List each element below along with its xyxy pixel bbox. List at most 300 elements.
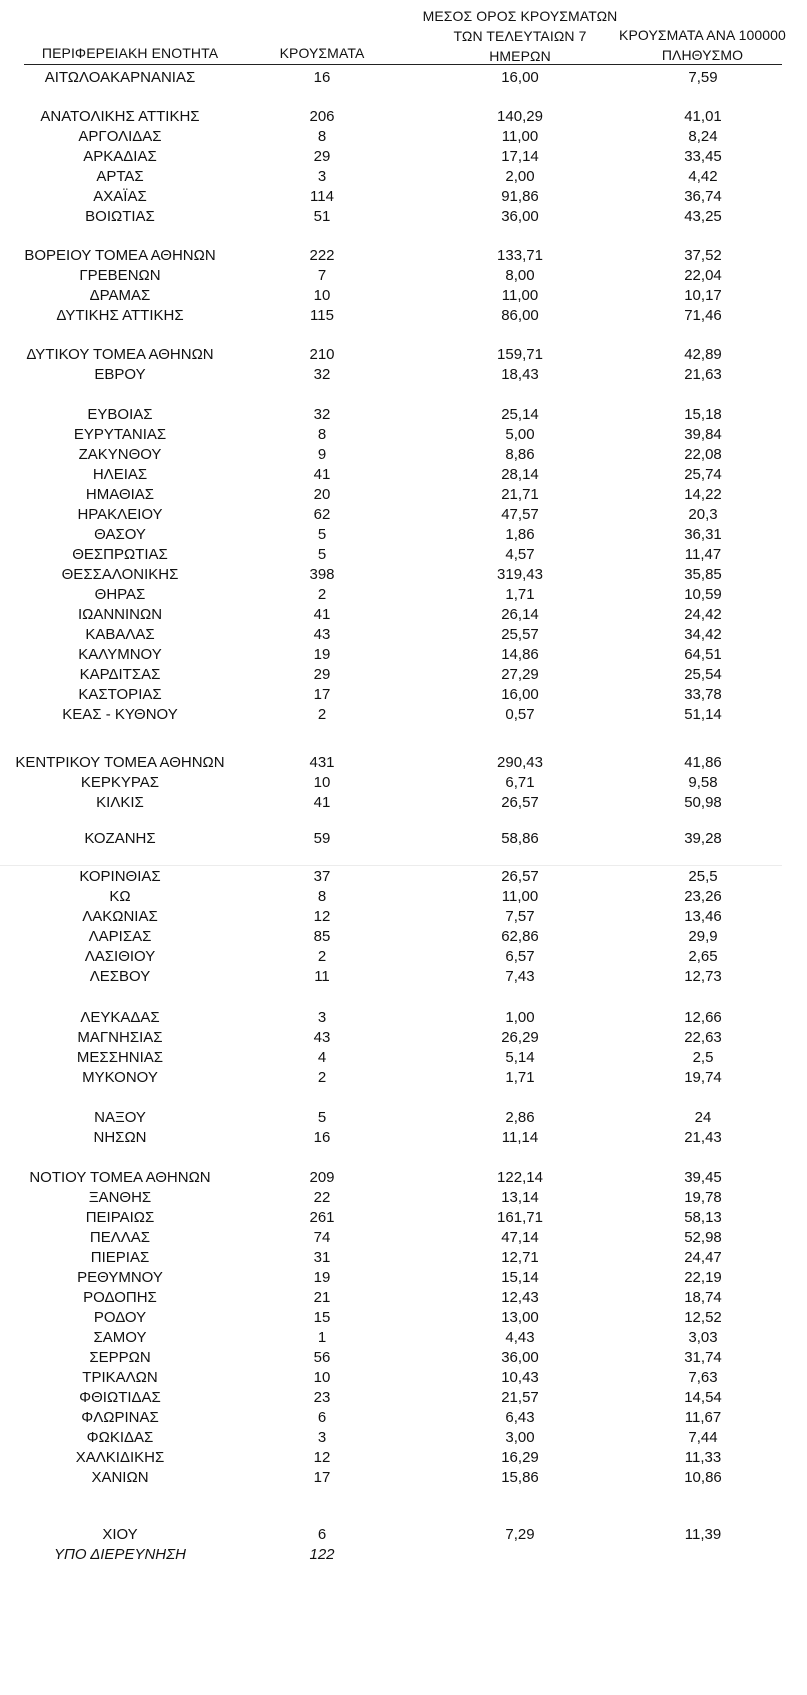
per100k-cell: 12,73: [684, 968, 722, 985]
region-cell: ΚΑΡΔΙΤΣΑΣ: [79, 666, 161, 683]
table-row: [0, 773, 807, 793]
cases-cell: 431: [309, 754, 335, 771]
cases-cell: 20: [313, 486, 331, 503]
per100k-cell: 20,3: [688, 506, 718, 523]
table-row: [0, 753, 807, 773]
avg7-cell: 6,57: [505, 948, 535, 965]
cases-cell: 222: [309, 247, 335, 264]
cases-cell: 17: [313, 686, 331, 703]
avg7-cell: 14,86: [501, 646, 539, 663]
per100k-cell: 12,52: [684, 1309, 722, 1326]
table-row: [0, 365, 807, 385]
per100k-cell: 2,5: [692, 1049, 714, 1066]
region-cell: ΝΗΣΩΝ: [93, 1129, 147, 1146]
cases-cell: 21: [313, 1289, 331, 1306]
table-row: [0, 705, 807, 725]
region-cell: ΓΡΕΒΕΝΩΝ: [79, 267, 161, 284]
per100k-cell: 29,9: [688, 928, 718, 945]
cases-cell: 2: [317, 1069, 327, 1086]
avg7-cell: 25,14: [501, 406, 539, 423]
avg7-cell: 161,71: [497, 1209, 543, 1226]
region-cell: ΣΑΜΟΥ: [93, 1329, 147, 1346]
header-cases: [262, 43, 382, 63]
per100k-cell: 50,98: [684, 794, 722, 811]
table-row: [0, 68, 807, 88]
region-cell: ΠΙΕΡΙΑΣ: [90, 1249, 150, 1266]
table-row: [0, 1008, 807, 1028]
cases-cell: 114: [310, 188, 334, 205]
table-row: [0, 1108, 807, 1128]
region-cell: ΝΑΞΟΥ: [94, 1109, 146, 1126]
avg7-cell: 36,00: [501, 1349, 539, 1366]
cases-cell: 8: [317, 426, 327, 443]
region-cell: ΤΡΙΚΑΛΩΝ: [82, 1369, 158, 1386]
region-cell: ΝΟΤΙΟΥ ΤΟΜΕΑ ΑΘΗΝΩΝ: [29, 1169, 211, 1186]
table-row: [0, 1388, 807, 1408]
avg7-cell: 26,57: [501, 794, 539, 811]
avg7-cell: 58,86: [501, 830, 539, 847]
avg7-cell: 15,14: [501, 1269, 539, 1286]
avg7-cell: 0,57: [505, 706, 535, 723]
per100k-cell: 52,98: [684, 1229, 722, 1246]
region-cell: ΣΕΡΡΩΝ: [89, 1349, 151, 1366]
table-row: [0, 565, 807, 585]
per100k-cell: 21,43: [684, 1129, 722, 1146]
cases-cell: 10: [313, 287, 331, 304]
avg7-cell: 4,57: [505, 546, 535, 563]
region-cell: ΑΡΤΑΣ: [96, 168, 144, 185]
avg7-cell: 27,29: [501, 666, 539, 683]
cases-cell: 56: [313, 1349, 331, 1366]
cases-cell: 2: [317, 706, 327, 723]
avg7-cell: 11,14: [501, 1129, 539, 1146]
table-row: [0, 1448, 807, 1468]
region-cell: ΑΝΑΤΟΛΙΚΗΣ ΑΤΤΙΚΗΣ: [40, 108, 200, 125]
per100k-cell: 11,33: [684, 1449, 722, 1466]
avg7-cell: 133,71: [497, 247, 543, 264]
per100k-cell: 11,67: [684, 1409, 722, 1426]
per100k-cell: 25,5: [688, 868, 718, 885]
cases-cell: 8: [317, 128, 327, 145]
cases-cell: 43: [313, 1029, 331, 1046]
header-region: [10, 43, 250, 63]
region-cell: ΚΩ: [109, 888, 131, 905]
cases-cell: 8: [317, 888, 327, 905]
table-row: [0, 1525, 807, 1545]
cases-cell: 210: [309, 346, 335, 363]
region-cell: ΕΥΒΟΙΑΣ: [87, 406, 153, 423]
per100k-cell: 10,86: [684, 1469, 722, 1486]
region-cell: ΡΟΔΟΠΗΣ: [83, 1289, 157, 1306]
table-row: [0, 545, 807, 565]
region-cell: ΛΑΣΙΘΙΟΥ: [84, 948, 156, 965]
avg7-cell: 21,57: [501, 1389, 539, 1406]
table-row: [0, 685, 807, 705]
table-row: [0, 927, 807, 947]
table-row: [0, 1208, 807, 1228]
cases-cell: 11: [314, 968, 330, 985]
per100k-cell: 14,22: [684, 486, 722, 503]
cases-cell: 9: [317, 446, 327, 463]
avg7-cell: 17,14: [501, 148, 539, 165]
per100k-cell: 22,63: [684, 1029, 722, 1046]
avg7-cell: 7,43: [505, 968, 535, 985]
cases-cell: 16: [313, 1129, 331, 1146]
region-cell: ΔΡΑΜΑΣ: [89, 287, 151, 304]
avg7-cell: 5,14: [505, 1049, 535, 1066]
cases-cell: 15: [313, 1309, 331, 1326]
per100k-cell: 39,84: [684, 426, 722, 443]
cases-cell: 3: [317, 1009, 327, 1026]
table-row: [0, 829, 807, 849]
table-row: [0, 665, 807, 685]
table-row: [0, 1328, 807, 1348]
cases-cell: 10: [313, 1369, 331, 1386]
table-row: [0, 345, 807, 365]
region-cell: ΚΟΖΑΝΗΣ: [84, 830, 156, 847]
region-cell: ΚΕΡΚΥΡΑΣ: [80, 774, 160, 791]
region-cell: ΡΟΔΟΥ: [93, 1309, 147, 1326]
table-row: [0, 405, 807, 425]
header-per100k: [600, 25, 805, 65]
per100k-cell: 10,17: [684, 287, 722, 304]
avg7-cell: 16,29: [501, 1449, 539, 1466]
per100k-cell: 14,54: [684, 1389, 722, 1406]
cases-cell: 2: [317, 948, 327, 965]
region-cell: ΞΑΝΘΗΣ: [88, 1189, 152, 1206]
cases-cell: 209: [309, 1169, 335, 1186]
avg7-cell: 2,86: [505, 1109, 535, 1126]
per100k-cell: 22,08: [684, 446, 722, 463]
region-cell: ΕΥΡΥΤΑΝΙΑΣ: [73, 426, 167, 443]
region-cell: ΚΕΑΣ - ΚΥΘΝΟΥ: [62, 706, 178, 723]
avg7-cell: 1,71: [505, 1069, 535, 1086]
table-row: [0, 127, 807, 147]
per100k-cell: 8,24: [688, 128, 718, 145]
avg7-cell: 26,57: [501, 868, 539, 885]
avg7-cell: 5,00: [505, 426, 535, 443]
cases-cell: 4: [317, 1049, 327, 1066]
avg7-cell: 28,14: [501, 466, 539, 483]
per100k-cell: 19,78: [684, 1189, 722, 1206]
table-row: [0, 286, 807, 306]
avg7-cell: 319,43: [497, 566, 543, 583]
per100k-cell: 15,18: [684, 406, 722, 423]
table-row: [0, 585, 807, 605]
avg7-cell: 12,43: [501, 1289, 539, 1306]
table-row: [0, 246, 807, 266]
table-row: [0, 1348, 807, 1368]
per100k-cell: 23,26: [684, 888, 722, 905]
table-row: [0, 625, 807, 645]
region-cell: ΙΩΑΝΝΙΝΩΝ: [77, 606, 163, 623]
per100k-cell: 41,01: [684, 108, 722, 125]
per100k-cell: 13,46: [684, 908, 722, 925]
per100k-cell: 31,74: [684, 1349, 722, 1366]
region-cell: ΛΑΚΩΝΙΑΣ: [82, 908, 158, 925]
cases-cell: 1: [317, 1329, 327, 1346]
cases-cell: 398: [309, 566, 335, 583]
per100k-cell: 11,39: [684, 1526, 722, 1543]
avg7-cell: 7,57: [505, 908, 535, 925]
table-row: [0, 1128, 807, 1148]
cases-cell: 261: [309, 1209, 335, 1226]
region-cell: ΜΥΚΟΝΟΥ: [82, 1069, 158, 1086]
header-avg7-line3: ΗΜΕΡΩΝ: [489, 48, 551, 64]
region-cell: ΧΑΛΚΙΔΙΚΗΣ: [75, 1449, 165, 1466]
table-row: [0, 266, 807, 286]
region-cell: ΗΡΑΚΛΕΙΟΥ: [77, 506, 163, 523]
region-cell: ΜΕΣΣΗΝΙΑΣ: [76, 1049, 164, 1066]
region-cell: ΗΛΕΙΑΣ: [92, 466, 148, 483]
cases-cell: 19: [313, 1269, 331, 1286]
per100k-cell: 34,42: [684, 626, 722, 643]
region-cell: ΦΛΩΡΙΝΑΣ: [81, 1409, 159, 1426]
region-cell: ΚΟΡΙΝΘΙΑΣ: [79, 868, 161, 885]
cases-cell: 2: [317, 586, 327, 603]
table-row: [0, 425, 807, 445]
cases-cell: 51: [313, 208, 331, 225]
table-row: [0, 1545, 807, 1565]
cases-cell: 62: [313, 506, 331, 523]
avg7-cell: 13,14: [501, 1189, 539, 1206]
cases-cell: 206: [309, 108, 335, 125]
faint-divider: [0, 865, 782, 866]
header-avg7-line2: ΤΩΝ ΤΕΛΕΥΤΑΙΩΝ 7: [453, 28, 587, 44]
cases-cell: 37: [313, 868, 331, 885]
per100k-cell: 35,85: [684, 566, 722, 583]
cases-cell: 32: [313, 406, 331, 423]
region-cell: ΚΑΣΤΟΡΙΑΣ: [78, 686, 162, 703]
per100k-cell: 33,45: [684, 148, 722, 165]
table-row: [0, 1368, 807, 1388]
table-row: [0, 1308, 807, 1328]
per100k-cell: 7,59: [688, 69, 718, 86]
cases-cell: 29: [313, 148, 331, 165]
table-row: [0, 947, 807, 967]
per100k-cell: 24,47: [684, 1249, 722, 1266]
table-row: [0, 525, 807, 545]
header-region-label: ΠΕΡΙΦΕΡΕΙΑΚΗ ΕΝΟΤΗΤΑ: [41, 45, 219, 61]
region-cell: ΦΘΙΩΤΙΔΑΣ: [79, 1389, 161, 1406]
avg7-cell: 11,00: [501, 128, 539, 145]
avg7-cell: 47,14: [501, 1229, 539, 1246]
table-row: [0, 1268, 807, 1288]
table-row: [0, 187, 807, 207]
region-cell: ΘΗΡΑΣ: [94, 586, 146, 603]
per100k-cell: 39,28: [684, 830, 722, 847]
cases-cell: 32: [313, 366, 331, 383]
table-row: [0, 107, 807, 127]
avg7-cell: 11,00: [501, 287, 539, 304]
cases-cell: 19: [313, 646, 331, 663]
region-cell: ΧΑΝΙΩΝ: [91, 1469, 149, 1486]
region-cell: ΘΕΣΣΑΛΟΝΙΚΗΣ: [61, 566, 179, 583]
avg7-cell: 15,86: [501, 1469, 539, 1486]
table-row: [0, 1028, 807, 1048]
per100k-cell: 2,65: [688, 948, 718, 965]
cases-cell: 41: [313, 466, 331, 483]
avg7-cell: 36,00: [501, 208, 539, 225]
avg7-cell: 159,71: [497, 346, 543, 363]
avg7-cell: 26,29: [501, 1029, 539, 1046]
table-row: [0, 1468, 807, 1488]
table-row: [0, 1408, 807, 1428]
region-cell: ΠΕΙΡΑΙΩΣ: [85, 1209, 155, 1226]
avg7-cell: 4,43: [505, 1329, 535, 1346]
region-cell: ΑΙΤΩΛΟΑΚΑΡΝΑΝΙΑΣ: [44, 69, 196, 86]
header-per100k-line2: ΠΛΗΘΥΣΜΟ: [661, 47, 744, 63]
avg7-cell: 25,57: [501, 626, 539, 643]
cases-cell: 43: [313, 626, 331, 643]
header-per100k-line1: ΚΡΟΥΣΜΑΤΑ ΑΝΑ 100000: [619, 27, 786, 43]
region-cell: ΕΒΡΟΥ: [94, 366, 146, 383]
avg7-cell: 8,00: [505, 267, 535, 284]
cases-cell: 122: [309, 1546, 335, 1563]
cases-cell: 85: [313, 928, 331, 945]
avg7-cell: 12,71: [501, 1249, 539, 1266]
avg7-cell: 16,00: [501, 686, 539, 703]
cases-cell: 115: [310, 307, 334, 324]
avg7-cell: 7,29: [505, 1526, 535, 1543]
region-cell: ΦΩΚΙΔΑΣ: [86, 1429, 154, 1446]
table-row: [0, 1228, 807, 1248]
avg7-cell: 26,14: [501, 606, 539, 623]
avg7-cell: 86,00: [501, 307, 539, 324]
per100k-cell: 3,03: [688, 1329, 718, 1346]
table-row: [0, 1288, 807, 1308]
cases-cell: 7: [317, 267, 327, 284]
region-cell: ΗΜΑΘΙΑΣ: [85, 486, 155, 503]
region-cell: ΛΕΥΚΑΔΑΣ: [80, 1009, 160, 1026]
avg7-cell: 47,57: [501, 506, 539, 523]
region-cell: ΑΡΓΟΛΙΔΑΣ: [78, 128, 162, 145]
region-cell: ΠΕΛΛΑΣ: [89, 1229, 151, 1246]
header-avg7-line1: ΜΕΣΟΣ ΟΡΟΣ ΚΡΟΥΣΜΑΤΩΝ: [422, 8, 618, 24]
per100k-cell: 4,42: [688, 168, 718, 185]
per100k-cell: 22,04: [684, 267, 722, 284]
per100k-cell: 11,47: [684, 546, 722, 563]
table-row: [0, 645, 807, 665]
per100k-cell: 37,52: [684, 247, 722, 264]
cases-cell: 10: [313, 774, 331, 791]
per100k-cell: 36,31: [684, 526, 722, 543]
per100k-cell: 24: [694, 1109, 712, 1126]
table-row: [0, 605, 807, 625]
per100k-cell: 51,14: [684, 706, 722, 723]
region-cell: ΘΑΣΟΥ: [94, 526, 146, 543]
per100k-cell: 58,13: [684, 1209, 722, 1226]
avg7-cell: 10,43: [501, 1369, 539, 1386]
region-cell: ΘΕΣΠΡΩΤΙΑΣ: [72, 546, 168, 563]
per100k-cell: 36,74: [684, 188, 722, 205]
cases-cell: 17: [313, 1469, 331, 1486]
region-cell: ΥΠΟ ΔΙΕΡΕΥΝΗΣΗ: [54, 1546, 186, 1563]
table-row: [0, 887, 807, 907]
table-row: [0, 505, 807, 525]
region-cell: ΚΑΒΑΛΑΣ: [85, 626, 155, 643]
cases-cell: 6: [317, 1526, 327, 1543]
region-cell: ΒΟΡΕΙΟΥ ΤΟΜΕΑ ΑΘΗΝΩΝ: [24, 247, 216, 264]
per100k-cell: 71,46: [684, 307, 722, 324]
avg7-cell: 18,43: [501, 366, 539, 383]
region-cell: ΚΑΛΥΜΝΟΥ: [78, 646, 162, 663]
avg7-cell: 140,29: [497, 108, 543, 125]
per100k-cell: 10,59: [684, 586, 722, 603]
region-cell: ΡΕΘΥΜΝΟΥ: [77, 1269, 163, 1286]
cases-cell: 6: [317, 1409, 327, 1426]
cases-cell: 31: [313, 1249, 331, 1266]
table-row: [0, 907, 807, 927]
region-cell: ΜΑΓΝΗΣΙΑΣ: [77, 1029, 163, 1046]
header-underline: [24, 64, 782, 65]
region-cell: ΑΡΚΑΔΙΑΣ: [83, 148, 157, 165]
table-row: [0, 967, 807, 987]
cases-cell: 5: [317, 546, 327, 563]
per100k-cell: 22,19: [684, 1269, 722, 1286]
avg7-cell: 6,43: [505, 1409, 535, 1426]
cases-cell: 23: [313, 1389, 331, 1406]
table-row: [0, 867, 807, 887]
per100k-cell: 24,42: [684, 606, 722, 623]
avg7-cell: 62,86: [501, 928, 539, 945]
per100k-cell: 21,63: [684, 366, 722, 383]
table-row: [0, 1188, 807, 1208]
avg7-cell: 122,14: [497, 1169, 543, 1186]
per100k-cell: 33,78: [684, 686, 722, 703]
cases-cell: 29: [313, 666, 331, 683]
cases-cell: 59: [313, 830, 331, 847]
per100k-cell: 7,44: [688, 1429, 718, 1446]
table-row: [0, 1428, 807, 1448]
per100k-cell: 25,54: [684, 666, 722, 683]
avg7-cell: 2,00: [505, 168, 535, 185]
avg7-cell: 91,86: [501, 188, 539, 205]
region-cell: ΚΙΛΚΙΣ: [96, 794, 144, 811]
avg7-cell: 290,43: [497, 754, 543, 771]
region-cell: ΛΕΣΒΟΥ: [89, 968, 151, 985]
table-row: [0, 1068, 807, 1088]
avg7-cell: 11,00: [501, 888, 539, 905]
avg7-cell: 16,00: [501, 69, 539, 86]
table-row: [0, 793, 807, 813]
table-row: [0, 1168, 807, 1188]
cases-cell: 16: [313, 69, 331, 86]
table-row: [0, 147, 807, 167]
cases-cell: 22: [313, 1189, 331, 1206]
per100k-cell: 41,86: [684, 754, 722, 771]
region-cell: ΔΥΤΙΚΟΥ ΤΟΜΕΑ ΑΘΗΝΩΝ: [26, 346, 214, 363]
per100k-cell: 39,45: [684, 1169, 722, 1186]
avg7-cell: 6,71: [505, 774, 535, 791]
avg7-cell: 1,86: [505, 526, 535, 543]
region-cell: ΧΙΟΥ: [102, 1526, 138, 1543]
table-row: [0, 1248, 807, 1268]
region-cell: ΑΧΑΪΑΣ: [93, 188, 147, 205]
per100k-cell: 9,58: [688, 774, 718, 791]
per100k-cell: 12,66: [684, 1009, 722, 1026]
avg7-cell: 1,00: [505, 1009, 535, 1026]
per100k-cell: 25,74: [684, 466, 722, 483]
table-row: [0, 465, 807, 485]
cases-cell: 3: [317, 168, 327, 185]
table-row: [0, 485, 807, 505]
table-row: [0, 207, 807, 227]
cases-cell: 5: [317, 1109, 327, 1126]
cases-cell: 12: [313, 908, 331, 925]
region-cell: ΒΟΙΩΤΙΑΣ: [85, 208, 155, 225]
table-row: [0, 1048, 807, 1068]
